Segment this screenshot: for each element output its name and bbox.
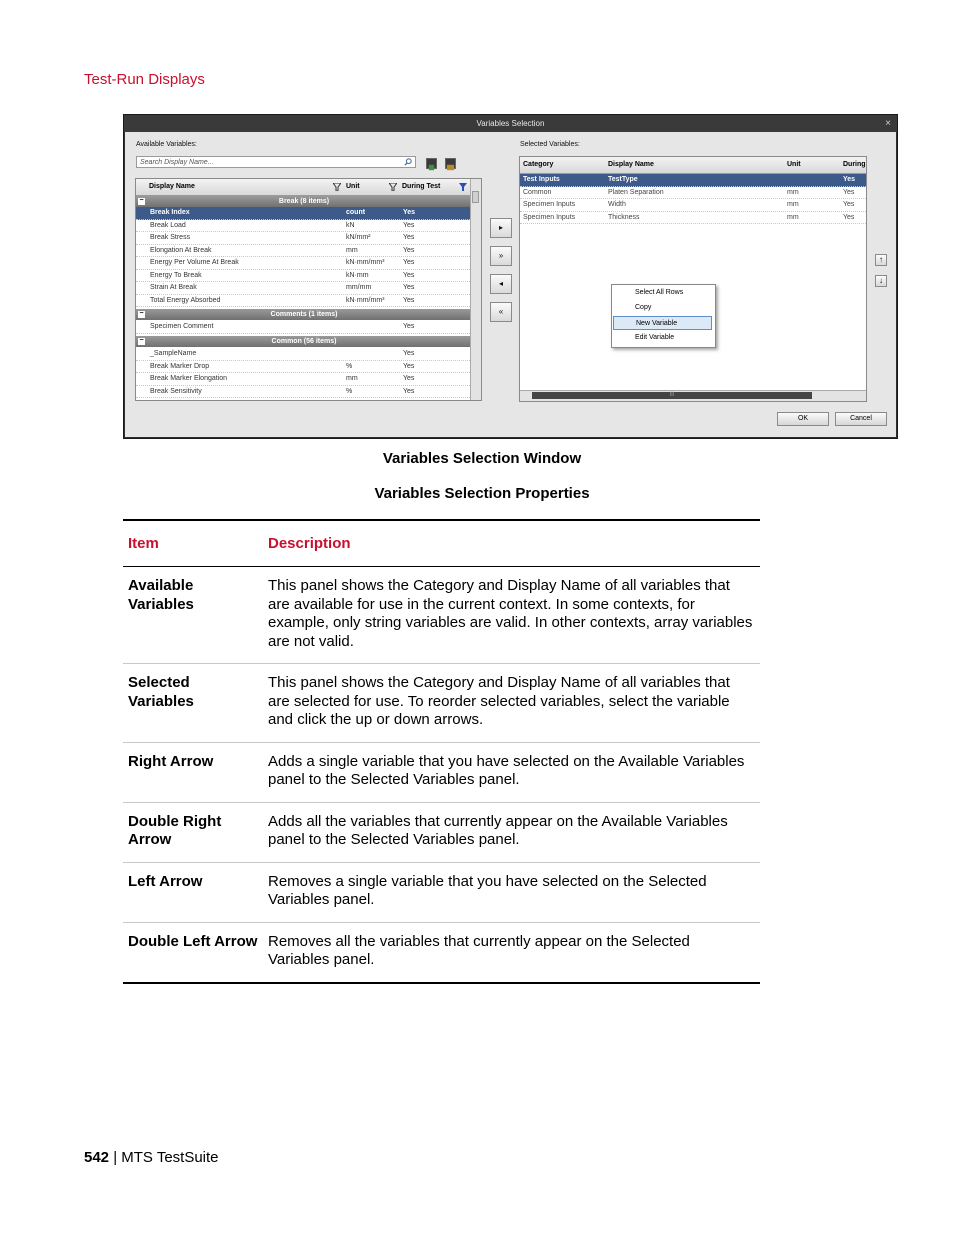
horizontal-scrollbar[interactable]: [520, 390, 866, 401]
table-row[interactable]: Strain At Break mm/mm Yes: [136, 282, 472, 295]
properties-table: [123, 519, 760, 984]
filter-icon[interactable]: [333, 183, 341, 191]
table-header-row: [123, 520, 760, 567]
description-cell: Removes all the variables that currently appear on the Selected Variables panel.: [263, 922, 760, 983]
column-header-description: Description: [263, 520, 760, 567]
selected-variables-panel: [519, 156, 867, 402]
table-row[interactable]: Specimen Inputs Thickness mm Yes: [520, 212, 866, 225]
group-header-break[interactable]: − Break (8 items): [136, 196, 472, 207]
table-row[interactable]: Break Stress kN/mm² Yes: [136, 232, 472, 245]
scrollbar-thumb[interactable]: [472, 191, 479, 203]
variables-selection-window: [123, 114, 898, 439]
table-row[interactable]: Energy Per Volume At Break kN·mm/mm³ Yes: [136, 257, 472, 270]
context-menu: [611, 284, 716, 348]
collapse-icon[interactable]: −: [139, 310, 144, 317]
search-input[interactable]: [136, 156, 416, 168]
description-cell: Removes a single variable that you have selected on the Selected Variables panel.: [263, 862, 760, 922]
table-row[interactable]: Total Energy Absorbed kN·mm/mm³ Yes: [136, 295, 472, 308]
double-left-arrow-button[interactable]: «: [490, 302, 512, 322]
column-header-item: Item: [123, 520, 263, 567]
column-header-unit[interactable]: Unit: [346, 183, 360, 190]
table-caption: Variables Selection Properties: [374, 485, 590, 502]
menu-item-select-all-rows[interactable]: Select All Rows: [635, 289, 684, 296]
section-header: Test-Run Displays: [84, 71, 205, 88]
description-cell: This panel shows the Category and Display Name of all variables that are selected for use. To reorder selected variables, select the variable and click the up or down arrows.: [263, 664, 760, 743]
selected-variables-label: Selected Variables:: [520, 141, 580, 148]
window-title: Variables Selection: [124, 115, 897, 132]
double-right-arrow-button[interactable]: »: [490, 246, 512, 266]
table-row[interactable]: Specimen Inputs Width mm Yes: [520, 199, 866, 212]
table-row[interactable]: Elongation At Break mm Yes: [136, 245, 472, 258]
figure-caption: Variables Selection Window: [382, 450, 582, 467]
item-cell: Available Variables: [123, 567, 263, 664]
item-cell: Right Arrow: [123, 742, 263, 802]
item-cell: Double Right Arrow: [123, 802, 263, 862]
table-row[interactable]: Break Marker Drop % Yes: [136, 361, 472, 374]
description-cell: Adds a single variable that you have selected on the Available Variables panel to the Selected Variables panel.: [263, 742, 760, 802]
page-number: 542: [84, 1149, 110, 1166]
description-cell: This panel shows the Category and Display Name of all variables that are available for use in the current context. In some contexts, for example, only string variables are valid. In other contexts, array variables are not valid.: [263, 567, 760, 664]
collapse-icon[interactable]: −: [139, 337, 144, 344]
right-arrow-button[interactable]: ▸: [490, 218, 512, 238]
move-down-button[interactable]: ↓: [875, 275, 887, 287]
cancel-button[interactable]: Cancel: [835, 412, 887, 426]
filter-icon[interactable]: [389, 183, 397, 191]
column-header-category[interactable]: Category: [523, 161, 554, 168]
page-footer: 542 | MTS TestSuite: [84, 1149, 219, 1166]
table-row: [123, 802, 760, 862]
menu-item-new-variable[interactable]: New Variable: [613, 316, 712, 330]
column-header-during-test[interactable]: During Test: [402, 183, 441, 190]
window-body: [125, 132, 896, 437]
product-name: MTS TestSuite: [121, 1149, 219, 1166]
vertical-scrollbar[interactable]: [470, 179, 481, 400]
item-cell: Left Arrow: [123, 862, 263, 922]
table-row[interactable]: Energy To Break kN·mm Yes: [136, 270, 472, 283]
table-row: [123, 922, 760, 983]
close-icon[interactable]: ×: [885, 118, 891, 129]
table-row[interactable]: Common Platen Separation mm Yes: [520, 187, 866, 200]
table-row[interactable]: Break Load kN Yes: [136, 220, 472, 233]
left-arrow-button[interactable]: ◂: [490, 274, 512, 294]
search-icon[interactable]: [404, 158, 412, 166]
table-row[interactable]: Break Marker Elongation mm Yes: [136, 373, 472, 386]
column-header-during[interactable]: During: [843, 161, 866, 168]
group-header-comments[interactable]: − Comments (1 items): [136, 309, 472, 320]
table-row[interactable]: Break Index count Yes: [136, 207, 472, 220]
table-row[interactable]: _SampleName Yes: [136, 348, 472, 361]
table-row: [123, 567, 760, 664]
available-variables-label: Available Variables:: [136, 141, 197, 148]
item-cell: Double Left Arrow: [123, 922, 263, 983]
scrollbar-thumb[interactable]: III: [532, 392, 812, 399]
available-variables-panel: [135, 178, 482, 401]
filter-active-icon[interactable]: [459, 183, 467, 191]
column-header-unit[interactable]: Unit: [787, 161, 801, 168]
table-row[interactable]: Specimen Comment Yes: [136, 321, 472, 334]
menu-item-copy[interactable]: Copy: [635, 304, 652, 311]
collapse-icon[interactable]: −: [139, 197, 144, 204]
add-variable-icon[interactable]: [426, 158, 437, 169]
table-row[interactable]: Test Inputs TestType Yes: [520, 174, 866, 187]
grid-icon[interactable]: [445, 158, 456, 169]
item-cell: Selected Variables: [123, 664, 263, 743]
group-header-common[interactable]: − Common (56 items): [136, 336, 472, 347]
search-placeholder: Search Display Name...: [140, 159, 214, 166]
selected-grid-header: [520, 157, 866, 174]
move-up-button[interactable]: ↑: [875, 254, 887, 266]
table-row: [123, 742, 760, 802]
table-row[interactable]: Break Sensitivity % Yes: [136, 386, 472, 399]
table-row: [123, 664, 760, 743]
available-grid-header: [136, 179, 472, 196]
ok-button[interactable]: OK: [777, 412, 829, 426]
table-row: [123, 862, 760, 922]
column-header-display-name[interactable]: Display Name: [608, 161, 654, 168]
menu-item-edit-variable[interactable]: Edit Variable: [635, 334, 675, 341]
column-header-display-name[interactable]: Display Name: [149, 183, 195, 190]
description-cell: Adds all the variables that currently appear on the Available Variables panel to the Selected Variables panel.: [263, 802, 760, 862]
